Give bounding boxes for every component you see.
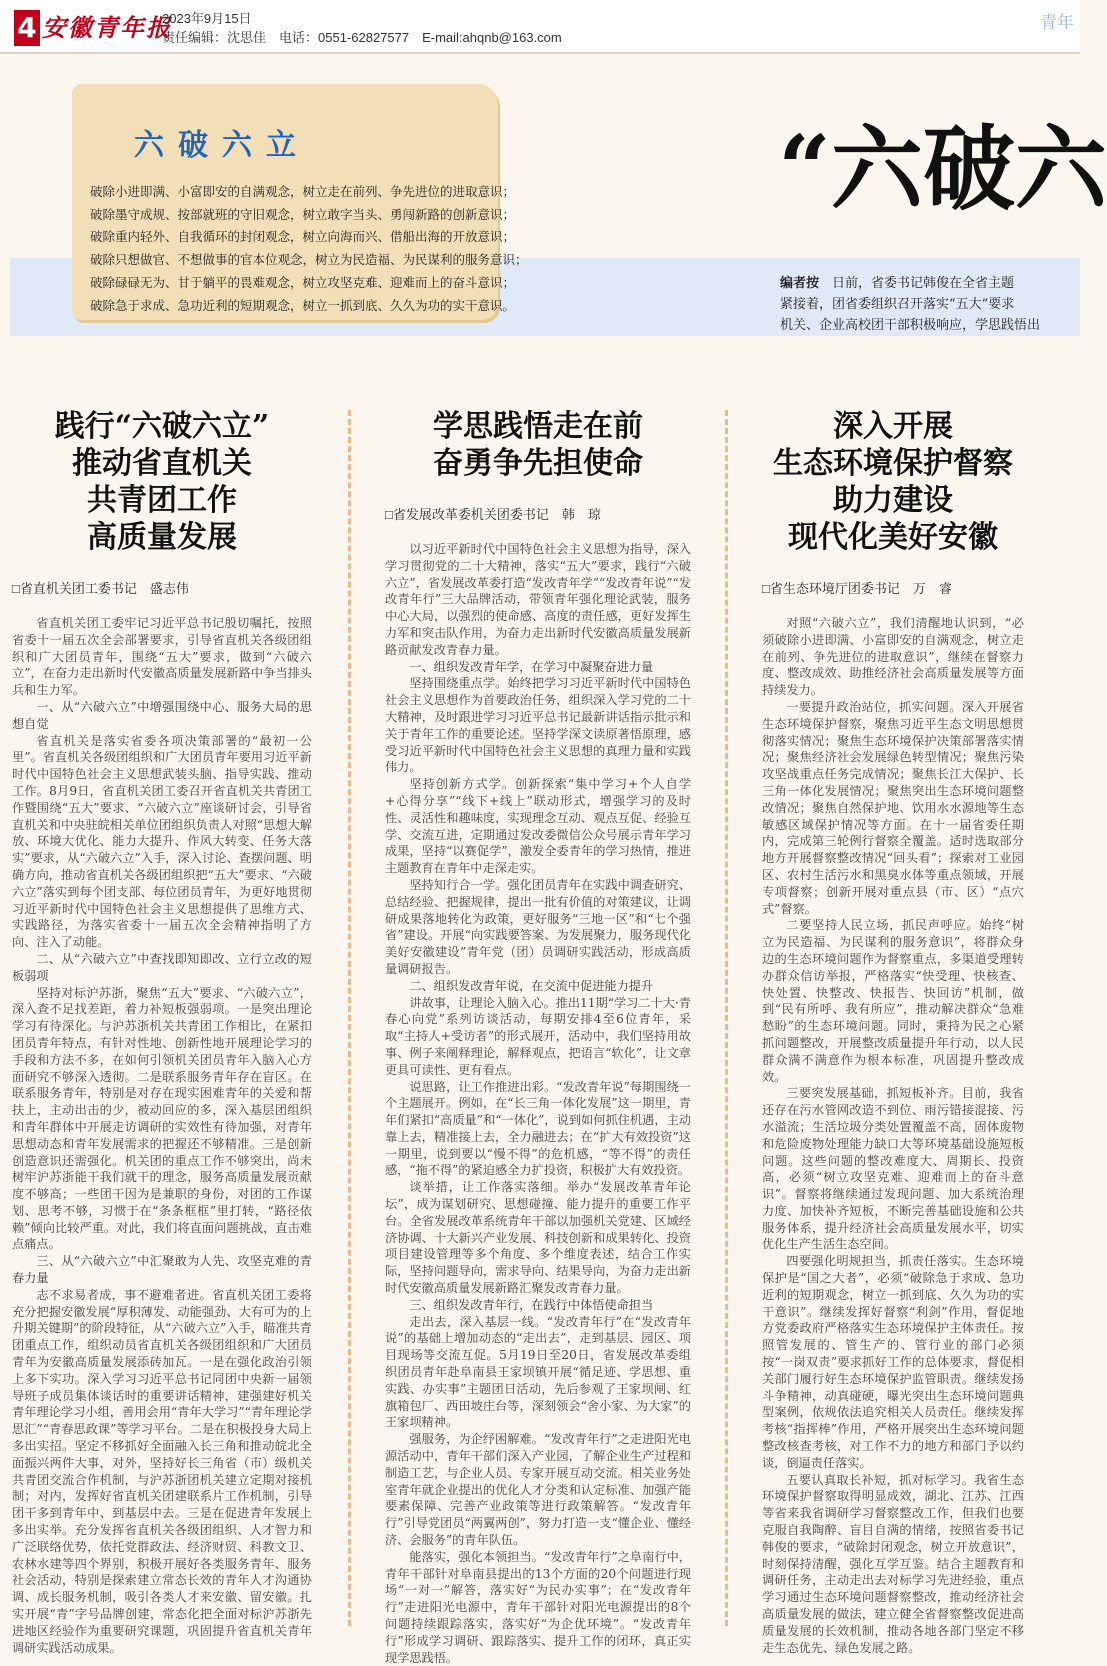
article-title	[762, 408, 1024, 556]
article-author: □省生态环境厅团委书记 万 睿	[762, 581, 952, 596]
article-subheading: 二、组织发改青年说，在交流中促进能力提升	[409, 978, 654, 993]
article-title-line: 生态环境保护督察	[773, 446, 1013, 481]
article-body	[385, 541, 691, 1666]
article-title-line: 推动省直机关	[72, 446, 252, 481]
article-title	[385, 408, 691, 482]
editor-contact-line: 责任编辑：沈思佳 电话：0551-62827577 E-mail:ahqnb@163.com	[162, 30, 562, 45]
scroll-item: 破除墨守成规、按部就班的守旧观念，树立敢字当头、勇闯新路的创新意识；	[90, 207, 516, 222]
article-paragraph: 强服务，为企纾困解难。“发改青年行”之走进阳光电源活动中，青年干部们深入产业园，了解企业生产过程和制造工艺，与企业人员、专家开展互动交流。相关业务处室青年就企业提出的优化人才分类和认定标准、加强产能要素保障、完善产业政策等进行政策解答。“发改青年行”引导党团员“两翼两创”，努力打造一支“懂企业、懂经济、会服务”的青年队伍。	[385, 1432, 691, 1548]
article-1	[12, 408, 312, 1655]
scroll-item-list	[90, 181, 528, 317]
article-paragraph: 四要强化明规担当，抓责任落实。生态环境保护是“国之大者”，必须“破除急于求成、急功近利的短期观念，树立一抓到底、久久为功的实干意识”。继续发挥好督察“利剑”作用，督促地方党委政府严格落实生态环境保护主体责任。按照管发展的、管生产的、管行业的部门必须按“一岗双责”要求抓好工作的总体要求，督促相关部门履行好生态环境保护监管职责。继续发扬斗争精神，动真碰硬，曝光突出生态环境问题典型案例，依规依法追究相关人员责任。继续发挥考核“指挥棒”作用，严格开展突出生态环境问题整改核查考核，对工作不力的地方和部门予以约谈，倒逼责任落实。	[762, 1254, 1024, 1470]
article-title-line: 助力建设	[833, 483, 953, 518]
article-paragraph: 讲故事，让理论入脑入心。推出11期“学习二十大·青春心向党”系列访谈活动，每期安排4至6位青年，采取“主持人+受访者”的形式展开，活动中，我们坚持用故事、例子来阐释理论，解释观点，把语言“软化”，让文章更具可读性、更有看点。	[385, 995, 691, 1077]
article-paragraph: 二要坚持人民立场，抓民声呼应。始终“树立为民造福、为民谋利的服务意识”，将群众身边的生态环境问题作为督察重点，多渠道受理转办群众信访举报，严格落实“快受理、快核查、快处置、快整改、快报告、快回访”机制，做到“民有所呼、我有所应”，推动解决群众“急难愁盼”的生态环境问题。同时，秉持为民之心紧抓问题整改，开展整改质量提升年行动，以人民群众满不满意作为根本标准，巩固提升整改成效。	[762, 918, 1024, 1084]
article-paragraph: 三要突发展基础，抓短板补齐。目前，我省还存在污水管网改造不到位、雨污错接混接、污水溢流；生活垃圾分类处置覆盖不高，固体废物和危险废物处理能力缺口大等环境基础设施短板问题。这些问题的整改难度大、周期长、投资高，必须“树立攻坚克难、迎难而上的奋斗意识”。督察将继续通过发现问题、加大系统治理力度、加快补齐短板，不断完善基础设施和公共服务体系，提升经济社会高质量发展水平，切实优化生产生活生态空间。	[762, 1086, 1024, 1252]
article-title-line: 现代化美好安徽	[788, 520, 998, 555]
scroll-title: 六破六立	[134, 129, 310, 162]
article-paragraph: 坚持创新方式学。创新探索“集中学习+个人自学+心得分享”“线下+线上”联动形式，增强学习的及时性、灵活性和趣味度，实现理念互动、观点互促、经验互学、交流互进，定期通过发改委微信公众号展示青年学习成果，坚持“以赛促学”，激发全委青年的学习热情，推进主题教育在青年中走深走实。	[385, 777, 691, 876]
article-title-line: 深入开展	[833, 409, 953, 444]
page-header	[0, 0, 1080, 54]
section-name: 青年	[1040, 13, 1074, 32]
six-break-six-establish-scroll	[72, 84, 528, 320]
article-paragraph: 以习近平新时代中国特色社会主义思想为指导，深入学习贯彻党的二十大精神，落实“五大”要求，践行“六破六立”，省发展改革委打造“发改青年学”“发改青年说”“发改青年行”三大品牌活动，带领青年强化理论武装，服务中心大局，以强烈的使命感、高度的责任感，更好发挥生力军和突击队作用，为奋力走出新时代安徽高质量发展新路贡献发改青春力量。	[385, 542, 691, 657]
scroll-item: 破除只想做官、不想做事的官本位观念，树立为民造福、为民谋利的服务意识；	[90, 253, 528, 268]
scroll-item: 破除碌碌无为、甘于躺平的畏难观念，树立攻坚克难、迎难而上的奋斗意识；	[90, 275, 516, 290]
editor-note-line: 紧接着，团省委组织召开落实“五大”要求	[780, 297, 1015, 312]
article-paragraph: 坚持围绕重点学。始终把学习习近平新时代中国特色社会主义思想作为首要政治任务，组织深入学习党的二十大精神，及时跟进学习习近平总书记最新讲话指示批示和关于青年工作的重要论述。坚持学深文读原著悟原理，感受习近平新时代中国特色社会主义思想的真理力量和实践伟力。	[385, 676, 691, 775]
article-title	[12, 408, 312, 556]
article-paragraph: 省直机关团工委牢记习近平总书记殷切嘱托，按照省委十一届五次全会部署要求，引导省直机关各级团组织和广大团员青年，围绕“五大”要求，做到“六破六立”，在奋力走出新时代安徽高质量发展新路中争当排头兵和生力军。	[12, 616, 312, 698]
column-divider	[348, 410, 351, 1626]
scroll-item: 破除重内轻外、自我循环的封闭观念，树立向海而兴、借船出海的开放意识；	[90, 230, 516, 245]
article-subheading: 三、组织发改青年行，在践行中体悟使命担当	[409, 1297, 654, 1312]
article-paragraph: 一要提升政治站位，抓实问题。深入开展省生态环境保护督察，聚焦习近平生态文明思想贯彻落实情况；聚焦生态环境保护决策部署落实情况；聚焦经济社会发展绿色转型情况；聚焦污染攻坚战重点任务完成情况；聚焦长江大保护、长三角一体化发展情况；聚焦突出生态环境问题整改情况；聚焦自然保护地、饮用水水源地等生态敏感区域保护情况等方面。在十一届省委任期内，完成第三轮例行督察全覆盖。适时选取部分地方开展督察整改情况“回头看”；探索对工业园区、农村生活污水和黑臭水体等重点领域，开展专项督察；创新开展对重点县（市、区）“点穴式”督察。	[762, 699, 1024, 916]
feature-headline: “六破六	[778, 115, 1107, 223]
article-title-line: 奋勇争先担使命	[433, 446, 643, 481]
editor-note-label: 编者按	[780, 275, 820, 290]
article-paragraph: 说思路，让工作推进出彩。“发改青年说”每期围绕一个主题展开。例如，在“长三角一体化发展”这一期里，青年们紧扣“高质量”和“一体化”，说到如何抓住机遇，主动靠上去，精准接上去，全力融进去；在“扩大有效投资”这一期里，说到要以“慢不得”的危机感，“等不得”的责任感，“拖不得”的紧迫感全力扩投资，积极扩大有效投资。	[385, 1079, 691, 1178]
article-paragraph: 谈举措，让工作落实落细。举办“发展改革青年论坛”，成为谋划研究、思想碰撞、能力提升的重要工作平台。全省发展改革系统青年干部以加强机关党建、区域经济协调、十大新兴产业发展、科技创新和成果转化、投资项目建设管理等多个角度、多个维度表述，结合工作实际，坚持问题导向，需求导向、结果导向，为奋力走出新时代安徽高质量发展新路汇聚发改青春力量。	[385, 1180, 691, 1296]
article-author: □省直机关团工委书记 盛志伟	[12, 581, 189, 596]
article-subheading: 一、组织发改青年学，在学习中凝聚奋进力量	[409, 659, 654, 674]
article-subheading: 二、从“六破六立”中查找即知即改、立行立改的短板弱项	[12, 951, 312, 983]
article-paragraph: 志不求易者成，事不避难者进。省直机关团工委将充分把握安徽发展“厚积薄发、动能强劲、大有可为的上升期关键期”的阶段特征，从“六破六立”入手，瞄准共青团重点工作，组织动员省直机关各级团组织和广大团员青年为安徽高质量发展添砖加瓦。一是在强化政治引领上多下实功。深入学习习近平总书记同团中央新一届领导班子成员集体谈话时的重要讲话精神，建强建好机关青年理论学习小组，善用会用“青年大学习”“青年理论学思汇”“青春思政课”等学习平台。二是在积极投身大局上多出实招。坚定不移抓好全面融入长三角和推动皖北全面振兴两件大事，对外，坚持好长三角省（市）级机关共青团交流合作机制，与沪苏浙团机关建立定期对接机制；对内，发挥好省直机关团建联系片工作机制，引导团干多到青年中、到基层中去。三是在促进青年发展上多出实举。充分发挥省直机关各级团组织、人才智力和广泛联络优势，依托党群政法、经济财贸、科教文卫、农林水建等四个界别，积极开展好各类服务青年、服务社会活动，特别是探索建立常态长效的青年人才沟通协调、成长服务机制，吸引各类人才来安徽、留安徽。扎实开展“青”字号品牌创建，常态化把全面对标沪苏浙先进地区经验作为重要研究课题，巩固提升省直机关青年调研实践活动成果。	[12, 1287, 312, 1655]
article-3	[762, 408, 1024, 1655]
article-subheading: 三、从“六破六立”中汇聚敢为人先、攻坚克难的青春力量	[12, 1254, 312, 1286]
editor-note-line: 机关、企业高校团干部积极响应，学思践悟出	[780, 318, 1041, 333]
article-paragraph: 走出去，深入基层一线。“发改青年行”在“发改青年说”的基础上增加动态的“走出去”，走到基层、园区、项目现场等交流互促。5月19日至20日，省发展改革委组织团员青年赴阜南县王家坝镇开展“循足迹、学思想、重实践、办实事”主题团日活动，先后参观了王家坝闸、红旗箱包厂、西田坡庄台等，深刻领会“舍小家、为大家”的王家坝精神。	[385, 1314, 691, 1430]
article-body	[12, 615, 312, 1656]
issue-date: 2023年9月15日	[162, 11, 252, 26]
scroll-item: 破除小进即满、小富即安的自满观念，树立走在前列、争先进位的进取意识；	[90, 185, 516, 199]
scroll-item: 破除急于求成、急功近利的短期观念，树立一抓到底、久久为功的实干意识。	[90, 298, 516, 313]
article-body	[762, 615, 1024, 1656]
article-paragraph: 坚持知行合一学。强化团员青年在实践中调查研究、总结经验、把握规律，提出一批有价值的对策建议，让调研成果落地转化为政策，更好服务“三地一区”和“七个强省”建设。开展“向实践要答案、为发展聚力，服务现代化美好安徽建设”青年党（团）员调研实践活动，形成高质量调研报告。	[385, 877, 691, 976]
article-paragraph: 坚持对标沪苏浙，聚焦“五大”要求、“六破六立”，深入查不足找差距，着力补短板强弱项。一是突出理论学习有待深化。与沪苏浙机关共青团工作相比，在紧扣团员青年特点，有针对性地、创新性地开展理论学习的手段和方法不多，在如何引领机关团员青年入脑入心方面研究不够深入透彻。二是联系服务青年存在盲区。在联系服务青年，特别是对存在现实困难青年的关爱和帮扶上，主动出击的少，被动回应的多，深入基层团组织和青年群体中开展走访调研的实效性有待加强，对青年思想动态和青年发展需求的把握还不够精准。三是创新创造意识还需强化。机关团的重点工作不够突出，尚未树牢沪苏浙能干我们就干的理念，服务高质量发展贡献度不够高；一些团干因为是兼职的身份，对团的工作谋划、思考不够，习惯于在“条条框框”里打转，“路径依赖”倾向比较严重。对此，我们将直面问题挑战，直击难点痛点。	[12, 985, 312, 1252]
article-title-line: 高质量发展	[87, 520, 237, 555]
editor-note	[780, 272, 1080, 336]
article-2	[385, 408, 691, 1665]
article-author: □省发展改革委机关团委书记 韩 琼	[385, 507, 601, 522]
page-number: 4	[14, 10, 40, 46]
article-subheading: 一、从“六破六立”中增强围绕中心、服务大局的思想自觉	[12, 699, 312, 731]
newspaper-masthead: 安徽青年报	[42, 13, 172, 42]
article-title-line: 共青团工作	[87, 483, 237, 518]
editor-note-line: 日前，省委书记韩俊在全省主题	[832, 276, 1015, 291]
article-title-line: 践行“六破六立”	[54, 409, 270, 444]
article-paragraph: 省直机关是落实省委各项决策部署的“最初一公里”。省直机关各级团组织和广大团员青年要用习近平新时代中国特色社会主义思想武装头脑、指导实践、推动工作。8月9日，省直机关团工委召开省直机关共青团工作暨围绕“五大”要求、“六破六立”座谈研讨会，引导省直机关和中央驻皖相关单位团组织负责人对照“思想大解放、环境大优化、能力大提升、作风大转变、任务大落实”要求，从“六破六立”入手，深入讨论、查摆问题、明确方向，推动省直机关各级团组织把“五大”要求、“六破六立”落实到每个团支部、每位团员青年，为更好地贯彻习近平新时代中国特色社会主义思想提供了思维方式、实践路径，为落实省委十一届五次全会精神指明了方向、注入了动能。	[12, 733, 312, 950]
article-paragraph: 能落实，强化本领担当。“发改青年行”之阜南行中，青年干部针对阜南县提出的13个方面的20个问题进行现场“一对一”解答，落实好“为民办实事”；在“发改青年行”走进阳光电源中，青年干部针对阳光电源提出的8个问题持续跟踪落实，落实好“为企优环境”。“发改青年行”形成学习调研、跟踪落实、提升工作的闭环，真正实现学思践悟。	[385, 1549, 691, 1665]
article-paragraph: 对照“六破六立”，我们清醒地认识到，“必须破除小进即满、小富即安的自满观念，树立走在前列、争先进位的进取意识”，继续在督察力度、整改成效、助推经济社会高质量发展等方面持续发力。	[762, 616, 1024, 698]
article-title-line: 学思践悟走在前	[433, 409, 643, 444]
column-divider	[725, 410, 728, 1626]
article-paragraph: 五要认真取长补短，抓对标学习。我省生态环境保护督察取得明显成效，湖北、江苏、江西等省来我省调研学习督察整改工作，但我们也要克服自我陶醉、盲目自满的情绪，按照省委书记韩俊的要求，“破除封闭观念，树立开放意识”，时刻保持清醒，强化互学互鉴。结合主题教育和调研任务，主动走出去对标学习先进经验，重点学习通过生态环境问题督察整改，推动经济社会高质量发展的做法，建立健全省督察整改促进高质量发展的长效机制，推动各地各部门坚定不移走生态优先、绿色发展之路。	[762, 1472, 1024, 1655]
